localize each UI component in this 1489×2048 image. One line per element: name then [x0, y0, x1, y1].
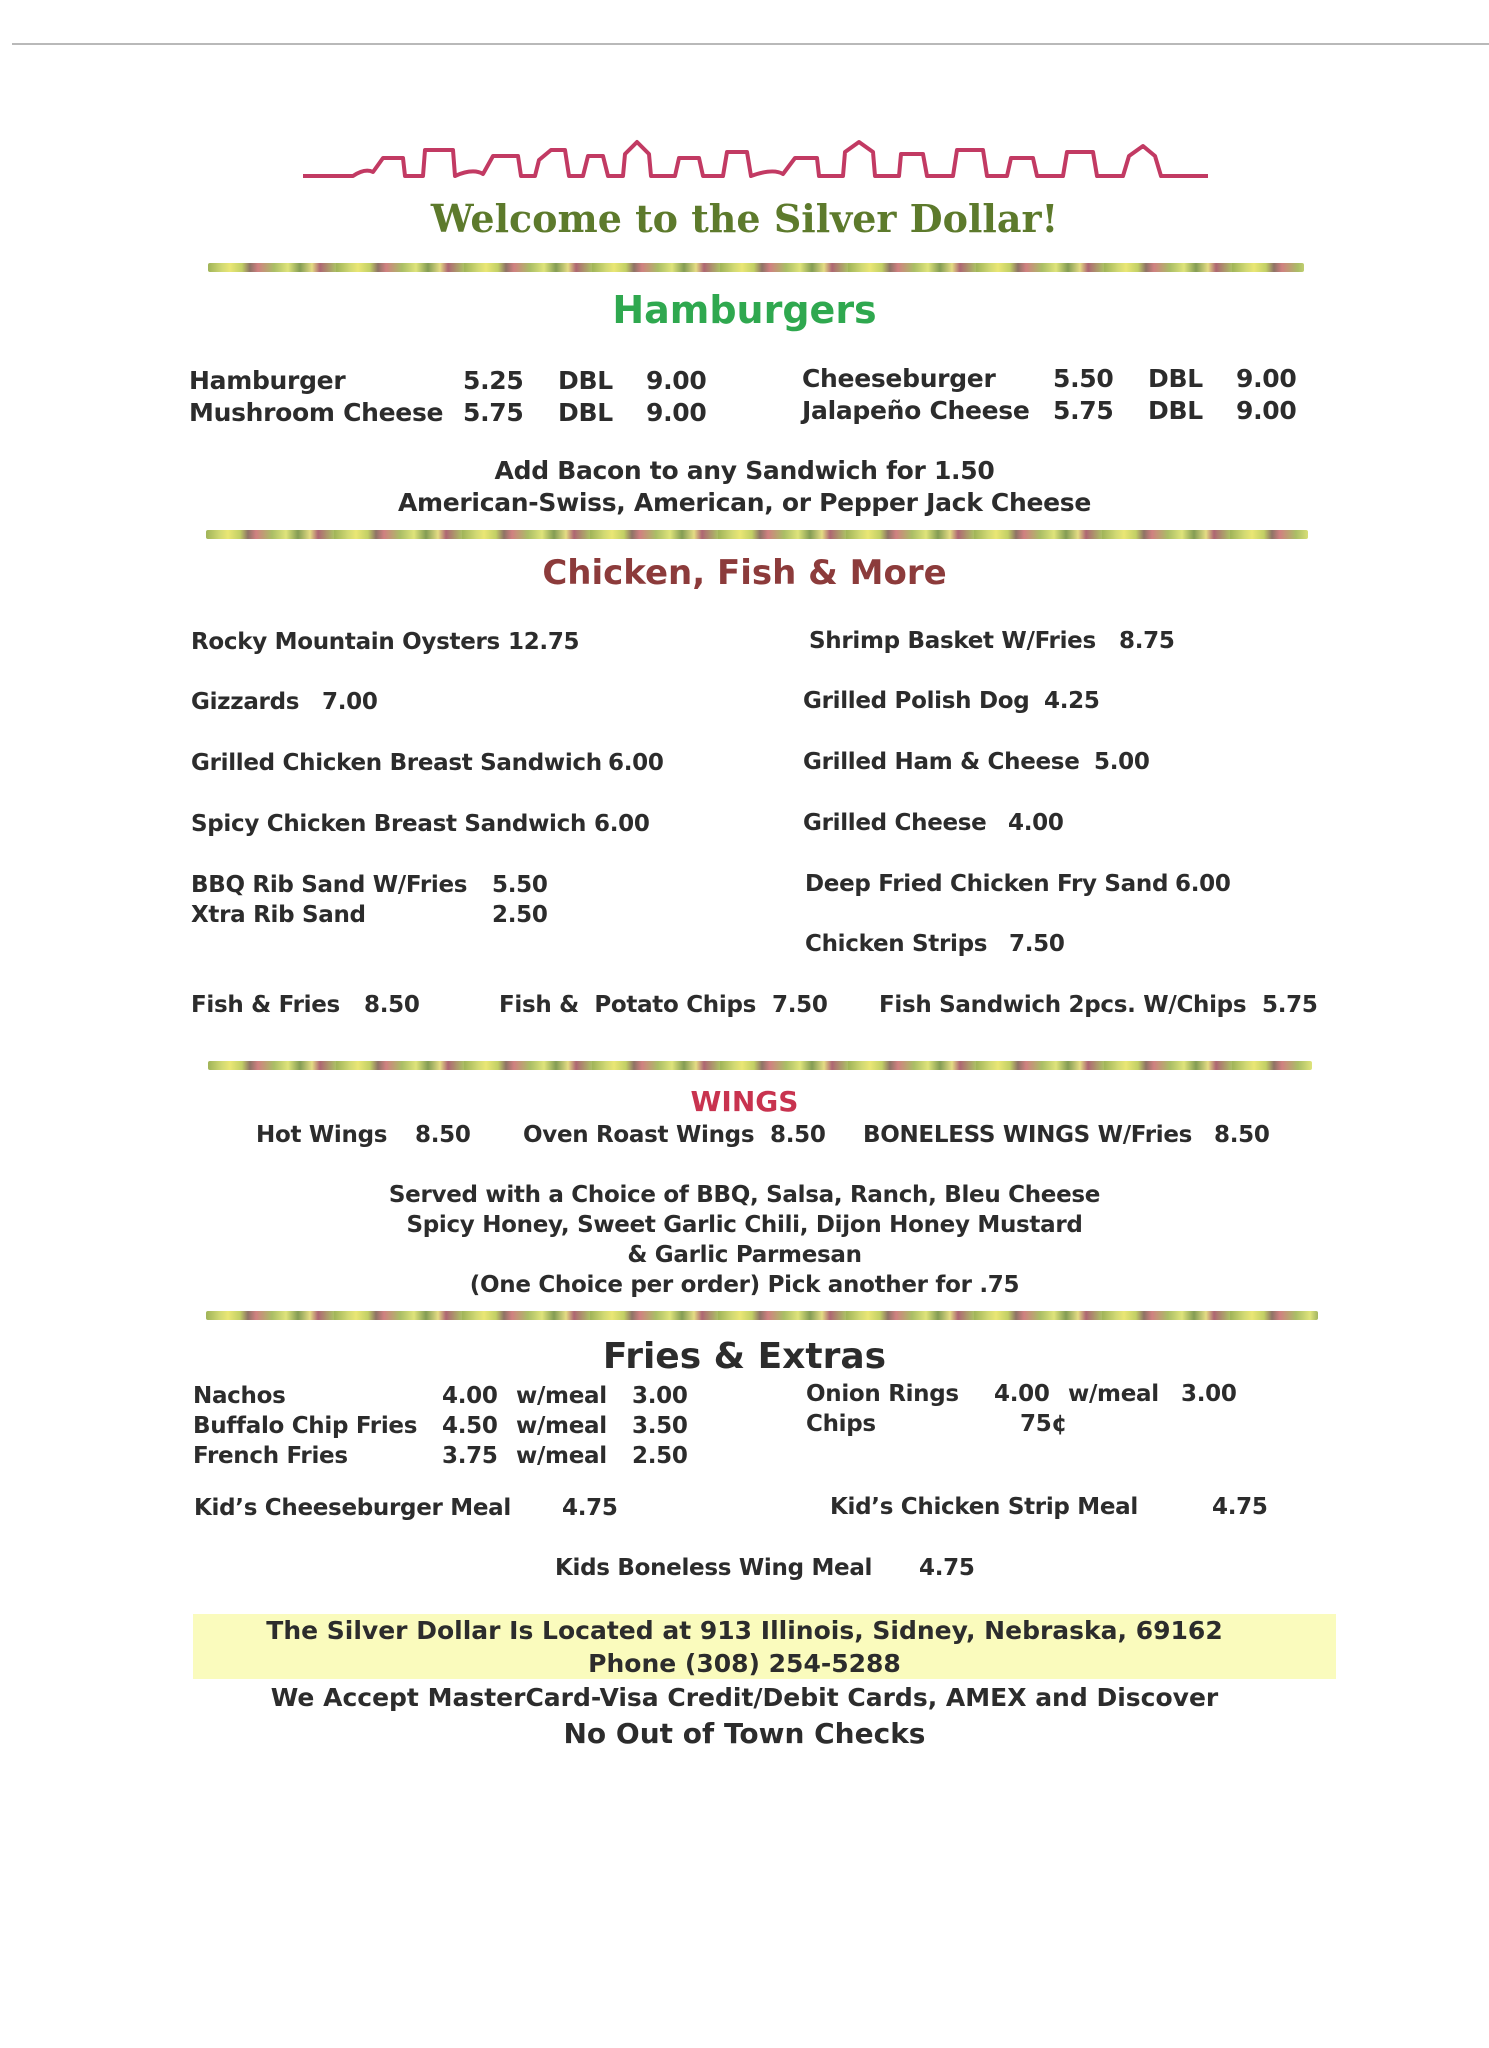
dbl-label: DBL: [558, 398, 613, 427]
address-line: The Silver Dollar Is Located at 913 Illinois, Sidney, Nebraska, 69162: [266, 1616, 1223, 1645]
dbl-price: 9.00: [1236, 364, 1297, 393]
meal-price: 3.00: [632, 1383, 688, 1409]
dbl-price: 9.00: [1236, 396, 1297, 425]
menu-item-price: 8.50: [364, 992, 420, 1018]
menu-item-name: Fish Sandwich 2pcs. W/Chips: [879, 992, 1247, 1018]
menu-item-name: Spicy Chicken Breast Sandwich: [191, 811, 587, 837]
dbl-label: DBL: [558, 366, 613, 395]
chicken-heading: Chicken, Fish & More: [542, 553, 947, 593]
menu-item-name: Chicken Strips: [805, 931, 988, 957]
menu-item-name: Fish & Fries: [191, 992, 340, 1018]
payment-line: We Accept MasterCard-Visa Credit/Debit Cards, AMEX and Discover: [270, 1683, 1219, 1712]
menu-item-name: Grilled Ham & Cheese: [803, 749, 1080, 775]
menu-item-name: Rocky Mountain Oysters: [191, 629, 500, 655]
menu-item-price: 5.50: [1053, 364, 1114, 393]
menu-item-name: Buffalo Chip Fries: [193, 1413, 418, 1439]
meal-label: w/meal: [1068, 1381, 1159, 1407]
menu-item-price: 4.50: [442, 1413, 498, 1439]
menu-item-name: Mushroom Cheese: [189, 398, 444, 427]
meal-label: w/meal: [516, 1383, 607, 1409]
menu-item-price: 3.75: [442, 1443, 498, 1469]
menu-item-price: 8.50: [770, 1122, 826, 1148]
menu-item-name: Shrimp Basket W/Fries: [809, 628, 1096, 654]
menu-item-price: 7.50: [1009, 931, 1065, 957]
menu-item-name: Chips: [806, 1411, 876, 1437]
menu-item-name: Gizzards: [191, 689, 300, 715]
menu-item-name: Grilled Chicken Breast Sandwich: [191, 750, 602, 776]
menu-item-price: 5.50: [492, 872, 548, 898]
menu-item-name: Oven Roast Wings: [523, 1122, 755, 1148]
divider: [206, 530, 1308, 539]
menu-item-name: Onion Rings: [806, 1381, 959, 1407]
menu-item-name: Deep Fried Chicken Fry Sand: [805, 871, 1169, 897]
meal-label: w/meal: [516, 1413, 607, 1439]
divider: [208, 1061, 1312, 1070]
menu-item-name: Xtra Rib Sand: [191, 902, 366, 928]
menu-item-price: 4.75: [1212, 1494, 1268, 1520]
menu-item-price: 4.25: [1044, 688, 1100, 714]
menu-item-name: Grilled Cheese: [803, 810, 987, 836]
scan-edge-line: [12, 43, 1489, 45]
menu-item-price: 6.00: [608, 750, 664, 776]
dbl-label: DBL: [1148, 396, 1203, 425]
menu-item-name: BBQ Rib Sand W/Fries: [191, 872, 468, 898]
menu-item-price: 12.75: [508, 629, 580, 655]
menu-item-name: Nachos: [193, 1383, 286, 1409]
menu-item-price: 8.50: [1214, 1122, 1270, 1148]
sauce-line: & Garlic Parmesan: [627, 1242, 862, 1268]
wings-heading: WINGS: [690, 1085, 799, 1118]
dbl-price: 9.00: [646, 398, 707, 427]
menu-item-name: Hot Wings: [256, 1122, 388, 1148]
welcome-title: Welcome to the Silver Dollar!: [430, 196, 1059, 241]
menu-item-price: 4.75: [562, 1495, 618, 1521]
meal-price: 2.50: [632, 1443, 688, 1469]
menu-item-price: 7.00: [322, 689, 378, 715]
menu-item-price: 6.00: [1175, 871, 1231, 897]
menu-item-price: 5.00: [1094, 749, 1150, 775]
menu-item-price: 5.75: [1053, 396, 1114, 425]
menu-item-price: 7.50: [772, 992, 828, 1018]
menu-item-name: French Fries: [193, 1443, 348, 1469]
divider: [206, 1311, 1318, 1320]
sauce-line: Spicy Honey, Sweet Garlic Chili, Dijon Honey Mustard: [406, 1212, 1083, 1238]
menu-item-price: 5.75: [1262, 992, 1318, 1018]
menu-item-price: 2.50: [492, 902, 548, 928]
skyline-ornament-icon: [303, 128, 1208, 184]
phone-line: Phone (308) 254-5288: [588, 1649, 901, 1678]
menu-item-price: 5.25: [463, 366, 524, 395]
menu-item-price: 4.75: [919, 1555, 975, 1581]
menu-item-name: Kid’s Chicken Strip Meal: [830, 1494, 1138, 1520]
sauce-line: Served with a Choice of BBQ, Salsa, Ranch, Bleu Cheese: [388, 1182, 1101, 1208]
menu-item-price: 8.75: [1119, 628, 1175, 654]
menu-item-name: Fish & Potato Chips: [499, 992, 757, 1018]
checks-line: No Out of Town Checks: [563, 1717, 926, 1750]
menu-item-price: 5.75: [463, 398, 524, 427]
menu-item-price: 8.50: [415, 1122, 471, 1148]
meal-label: w/meal: [516, 1443, 607, 1469]
meal-price: 3.00: [1181, 1381, 1237, 1407]
fries-heading: Fries & Extras: [602, 1336, 887, 1377]
menu-item-price: 4.00: [1008, 810, 1064, 836]
menu-item-price: 4.00: [994, 1381, 1050, 1407]
cheese-note: American-Swiss, American, or Pepper Jack Cheese: [397, 488, 1092, 517]
bacon-note: Add Bacon to any Sandwich for 1.50: [494, 456, 995, 485]
sauce-line: (One Choice per order) Pick another for .75: [469, 1272, 1020, 1298]
menu-item-name: Grilled Polish Dog: [803, 688, 1030, 714]
dbl-label: DBL: [1148, 364, 1203, 393]
menu-item-name: Kids Boneless Wing Meal: [555, 1555, 873, 1581]
dbl-price: 9.00: [646, 366, 707, 395]
menu-item-price: 6.00: [594, 811, 650, 837]
menu-item-name: Hamburger: [189, 366, 346, 395]
menu-item-name: Jalapeño Cheese: [802, 396, 1030, 425]
meal-price: 3.50: [632, 1413, 688, 1439]
divider: [208, 263, 1304, 272]
menu-item-name: Kid’s Cheeseburger Meal: [194, 1495, 511, 1521]
menu-item-name: BONELESS WINGS W/Fries: [863, 1122, 1193, 1148]
menu-item-name: Cheeseburger: [802, 364, 996, 393]
menu-item-price: 75¢: [1020, 1411, 1068, 1437]
menu-item-price: 4.00: [442, 1383, 498, 1409]
hamburgers-heading: Hamburgers: [612, 288, 877, 332]
